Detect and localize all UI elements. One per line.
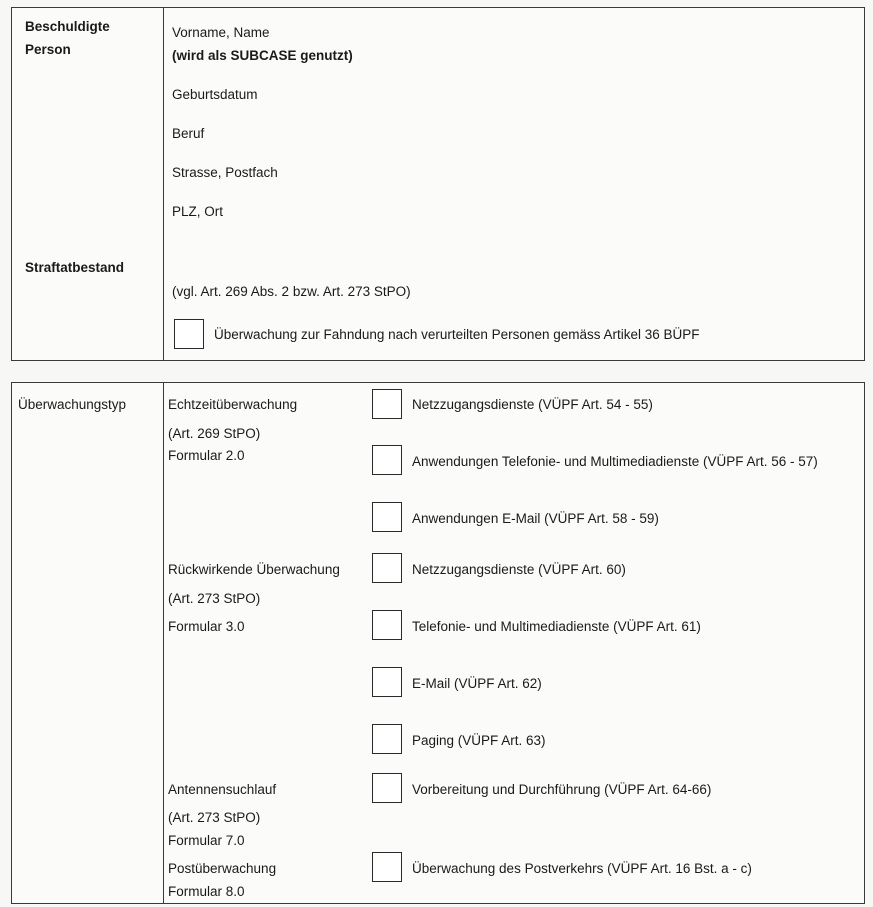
retroactive-paging-checkbox[interactable]: [372, 724, 402, 754]
retroactive-network-access-label: Netzzugangsdienste (VÜPF Art. 60): [412, 562, 626, 577]
postal-title: Postüberwachung: [168, 861, 277, 876]
antenna-title: Antennensuchlauf: [168, 782, 277, 797]
birthdate-label[interactable]: Geburtsdatum: [172, 87, 258, 102]
realtime-network-access-label: Netzzugangsdienste (VÜPF Art. 54 - 55): [412, 397, 653, 412]
retroactive-email-label: E-Mail (VÜPF Art. 62): [412, 676, 542, 691]
retroactive-paging-label: Paging (VÜPF Art. 63): [412, 733, 546, 748]
postal-traffic-checkbox[interactable]: [372, 852, 402, 882]
realtime-email-checkbox[interactable]: [372, 502, 402, 532]
profession-label[interactable]: Beruf: [172, 126, 205, 141]
retroactive-title: Rückwirkende Überwachung: [168, 562, 340, 577]
manhunt-option-label: Überwachung zur Fahndung nach verurteilten Personen gemäss Artikel 36 BÜPF: [214, 327, 700, 342]
section-divider: [163, 8, 164, 360]
realtime-telephony-label: Anwendungen Telefonie- und Multimediadienste (VÜPF Art. 56 - 57): [412, 454, 818, 469]
section-divider: [163, 383, 164, 903]
postal-form: Formular 8.0: [168, 884, 245, 899]
accused-person-section: [11, 7, 865, 361]
retroactive-legal: (Art. 273 StPO): [168, 591, 261, 606]
antenna-preparation-label: Vorbereitung und Durchführung (VÜPF Art. 64-66): [412, 782, 712, 797]
antenna-legal: (Art. 273 StPO): [168, 810, 261, 825]
realtime-network-access-checkbox[interactable]: [372, 389, 402, 419]
street-label[interactable]: Strasse, Postfach: [172, 165, 278, 180]
realtime-email-label: Anwendungen E-Mail (VÜPF Art. 58 - 59): [412, 511, 659, 526]
retroactive-telephony-label: Telefonie- und Multimediadienste (VÜPF Art. 61): [412, 619, 701, 634]
postal-traffic-label: Überwachung des Postverkehrs (VÜPF Art. 16 Bst. a - c): [412, 861, 752, 876]
realtime-legal: (Art. 269 StPO): [168, 426, 261, 441]
realtime-telephony-checkbox[interactable]: [372, 445, 402, 475]
name-note: (wird als SUBCASE genutzt): [172, 48, 353, 63]
zip-city-label[interactable]: PLZ, Ort: [172, 204, 224, 219]
name-label[interactable]: Vorname, Name: [172, 25, 270, 40]
realtime-title: Echtzeitüberwachung: [168, 397, 298, 412]
retroactive-network-access-checkbox[interactable]: [372, 553, 402, 583]
retroactive-form: Formular 3.0: [168, 619, 245, 634]
accused-person-heading-line1: Beschuldigte: [25, 19, 110, 34]
realtime-form: Formular 2.0: [168, 448, 245, 463]
manhunt-checkbox[interactable]: [174, 319, 204, 349]
offense-reference[interactable]: (vgl. Art. 269 Abs. 2 bzw. Art. 273 StPO): [172, 284, 411, 299]
antenna-form: Formular 7.0: [168, 833, 245, 848]
antenna-preparation-checkbox[interactable]: [372, 773, 402, 803]
surveillance-type-section: [11, 382, 865, 904]
retroactive-email-checkbox[interactable]: [372, 667, 402, 697]
offense-heading: Straftatbestand: [25, 260, 125, 275]
surveillance-type-heading: Überwachungstyp: [18, 397, 127, 412]
accused-person-heading-line2: Person: [25, 42, 71, 57]
retroactive-telephony-checkbox[interactable]: [372, 610, 402, 640]
